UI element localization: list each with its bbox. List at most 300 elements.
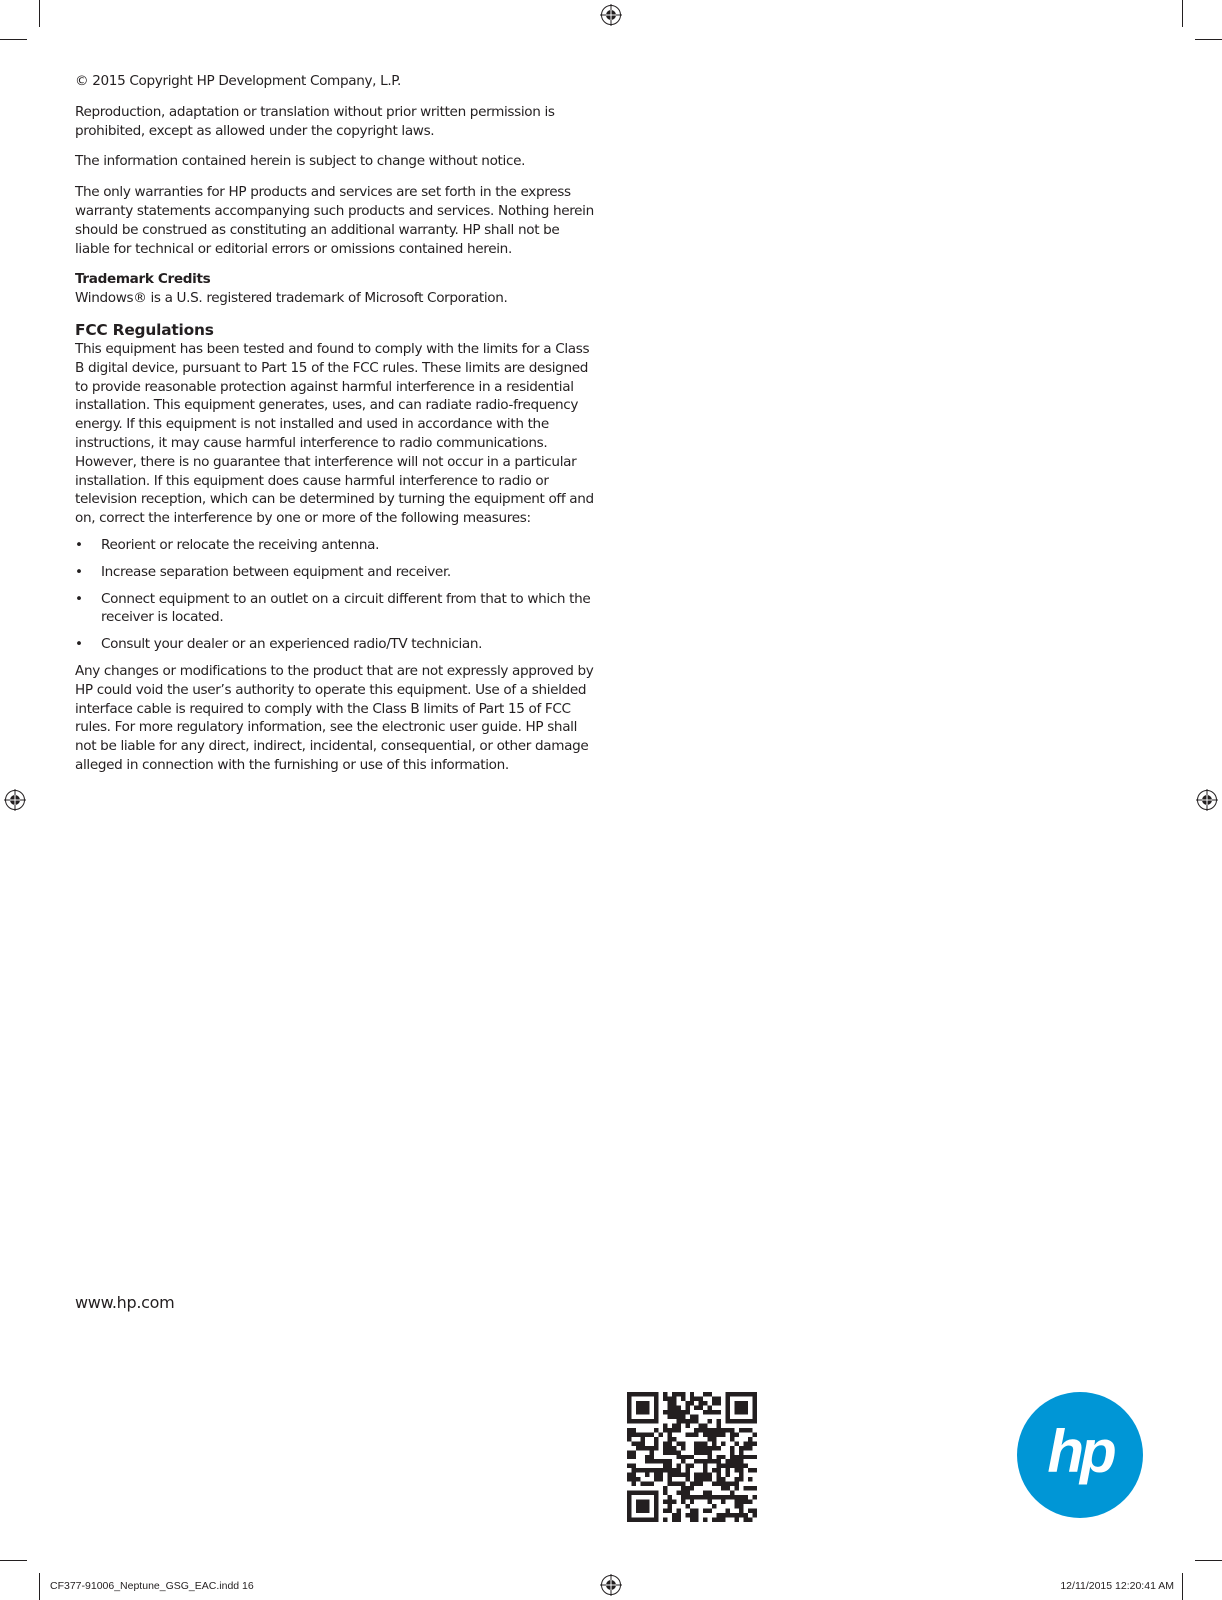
qr-module: [685, 1423, 689, 1427]
qr-module: [681, 1495, 685, 1499]
qr-module: [672, 1446, 676, 1450]
qr-module: [717, 1473, 721, 1477]
qr-module: [744, 1428, 748, 1432]
legal-text-column: [75, 72, 595, 775]
qr-module: [721, 1513, 725, 1517]
qr-module: [717, 1455, 721, 1459]
qr-module: [703, 1450, 707, 1454]
qr-module: [627, 1473, 631, 1477]
qr-module: [654, 1468, 658, 1472]
qr-module: [699, 1450, 703, 1454]
qr-module: [753, 1455, 757, 1459]
qr-module: [663, 1459, 667, 1463]
qr-module: [667, 1459, 671, 1463]
qr-module: [654, 1446, 658, 1450]
qr-module: [712, 1518, 716, 1522]
qr-module: [730, 1428, 734, 1432]
qr-module: [694, 1450, 698, 1454]
qr-module: [627, 1432, 631, 1436]
qr-module: [708, 1392, 712, 1396]
qr-module: [694, 1428, 698, 1432]
qr-module: [712, 1410, 716, 1414]
qr-module: [721, 1486, 725, 1490]
qr-module: [721, 1441, 725, 1445]
qr-module: [667, 1446, 671, 1450]
crop-mark: [1195, 1560, 1222, 1561]
qr-module: [694, 1441, 698, 1445]
qr-module: [721, 1464, 725, 1468]
qr-module: [712, 1468, 716, 1472]
qr-module: [645, 1432, 649, 1436]
qr-module: [717, 1482, 721, 1486]
qr-module: [640, 1468, 644, 1472]
qr-module: [685, 1410, 689, 1414]
qr-module: [676, 1410, 680, 1414]
qr-module: [735, 1500, 739, 1504]
qr-module: [744, 1486, 748, 1490]
qr-module: [703, 1509, 707, 1513]
qr-module: [717, 1410, 721, 1414]
qr-module: [654, 1441, 658, 1445]
qr-module: [699, 1423, 703, 1427]
qr-module: [753, 1468, 757, 1472]
qr-module: [726, 1509, 730, 1513]
qr-module: [717, 1446, 721, 1450]
qr-module: [739, 1459, 743, 1463]
qr-module: [735, 1455, 739, 1459]
qr-module: [703, 1428, 707, 1432]
qr-module: [703, 1518, 707, 1522]
qr-module: [744, 1518, 748, 1522]
bullet-icon: •: [75, 563, 83, 580]
qr-module: [672, 1513, 676, 1517]
qr-module: [708, 1491, 712, 1495]
qr-module: [631, 1477, 635, 1481]
qr-module: [667, 1468, 671, 1472]
qr-module: [685, 1513, 689, 1517]
qr-module: [726, 1473, 730, 1477]
qr-module: [649, 1468, 653, 1472]
qr-module: [636, 1468, 640, 1472]
qr-module: [721, 1428, 725, 1432]
qr-module: [685, 1486, 689, 1490]
qr-module: [690, 1509, 694, 1513]
qr-module: [703, 1410, 707, 1414]
qr-module: [667, 1441, 671, 1445]
qr-module: [726, 1486, 730, 1490]
qr-module: [730, 1446, 734, 1450]
qr-module: [681, 1410, 685, 1414]
fcc-changes-paragraph: Any changes or modifications to the product that are not expressly approved by HP could void the user’s authority to operate this equipment. Use of a shielded interface cable is required to comply with the Class B limits of Part 15 of FCC rules. For more regulatory information, see the electronic user guide. HP shall not be liable for any direct, indirect, incidental, consequential, or other damage alleged in connection with the furnishing or use of this information.: [75, 662, 594, 773]
qr-module: [748, 1455, 752, 1459]
qr-module: [721, 1482, 725, 1486]
qr-module: [699, 1459, 703, 1463]
qr-module: [726, 1513, 730, 1517]
fcc-heading: FCC Regulations: [75, 320, 214, 339]
qr-module: [753, 1495, 757, 1499]
qr-module: [690, 1401, 694, 1405]
qr-module: [685, 1405, 689, 1409]
qr-module: [690, 1392, 694, 1396]
qr-module: [717, 1428, 721, 1432]
qr-module: [649, 1455, 653, 1459]
qr-module: [739, 1495, 743, 1499]
qr-module: [676, 1464, 680, 1468]
qr-module: [717, 1432, 721, 1436]
qr-module: [748, 1428, 752, 1432]
qr-module: [699, 1495, 703, 1499]
qr-module: [735, 1477, 739, 1481]
qr-module: [739, 1468, 743, 1472]
qr-module: [640, 1441, 644, 1445]
qr-module: [708, 1410, 712, 1414]
qr-module: [654, 1477, 658, 1481]
qr-module: [726, 1459, 730, 1463]
qr-module: [744, 1513, 748, 1517]
qr-module: [703, 1468, 707, 1472]
qr-module: [690, 1518, 694, 1522]
trademark-text: Windows® is a U.S. registered trademark of Microsoft Corporation.: [75, 290, 508, 307]
qr-module: [708, 1455, 712, 1459]
qr-module: [730, 1432, 734, 1436]
qr-module: [717, 1401, 721, 1405]
qr-module: [748, 1500, 752, 1504]
qr-module: [676, 1509, 680, 1513]
qr-module: [676, 1428, 680, 1432]
qr-module: [681, 1459, 685, 1463]
qr-module: [663, 1491, 667, 1495]
qr-module: [681, 1419, 685, 1423]
qr-module: [735, 1518, 739, 1522]
crop-mark: [1195, 39, 1222, 40]
list-item: • Consult your dealer or an experienced radio/TV technician.: [75, 636, 483, 653]
qr-module: [676, 1482, 680, 1486]
slug-filename: CF377-91006_Neptune_GSG_EAC.indd 16: [50, 1580, 254, 1592]
qr-module: [703, 1401, 707, 1405]
qr-module: [708, 1446, 712, 1450]
qr-module: [631, 1428, 635, 1432]
qr-module: [654, 1428, 658, 1432]
qr-module: [735, 1441, 739, 1445]
qr-module: [703, 1464, 707, 1468]
qr-module: [658, 1473, 662, 1477]
qr-module: [726, 1482, 730, 1486]
qr-module: [627, 1437, 631, 1441]
qr-module: [640, 1432, 644, 1436]
qr-module: [717, 1477, 721, 1481]
qr-module: [699, 1473, 703, 1477]
qr-module: [667, 1482, 671, 1486]
qr-module: [667, 1495, 671, 1499]
qr-module: [753, 1441, 757, 1445]
qr-module: [663, 1464, 667, 1468]
qr-module: [667, 1509, 671, 1513]
qr-module: [739, 1428, 743, 1432]
qr-module: [690, 1455, 694, 1459]
qr-module: [694, 1419, 698, 1423]
qr-module: [717, 1396, 721, 1400]
qr-module: [676, 1473, 680, 1477]
qr-module: [649, 1432, 653, 1436]
qr-module: [672, 1482, 676, 1486]
qr-module: [676, 1392, 680, 1396]
crop-mark: [39, 1573, 40, 1600]
qr-module: [748, 1446, 752, 1450]
qr-module: [703, 1423, 707, 1427]
qr-module: [699, 1428, 703, 1432]
qr-module: [676, 1450, 680, 1454]
qr-module: [735, 1459, 739, 1463]
qr-module: [685, 1419, 689, 1423]
qr-module: [753, 1513, 757, 1517]
qr-module: [658, 1468, 662, 1472]
qr-module: [721, 1477, 725, 1481]
qr-module: [667, 1473, 671, 1477]
qr-module: [730, 1459, 734, 1463]
qr-module: [654, 1473, 658, 1477]
hp-logo: [1017, 1392, 1143, 1518]
qr-module: [645, 1468, 649, 1472]
qr-module: [672, 1405, 676, 1409]
qr-module: [739, 1455, 743, 1459]
qr-module: [753, 1432, 757, 1436]
qr-module: [627, 1477, 631, 1481]
qr-module: [753, 1486, 757, 1490]
bullet-icon: •: [75, 636, 83, 653]
qr-module: [681, 1491, 685, 1495]
qr-module: [739, 1477, 743, 1481]
list-item: • Increase separation between equipment and receiver.: [75, 563, 451, 580]
qr-module: [708, 1473, 712, 1477]
qr-module: [631, 1441, 635, 1445]
qr-module: [744, 1464, 748, 1468]
qr-module: [703, 1495, 707, 1499]
bullet-icon: •: [75, 536, 83, 553]
qr-module: [735, 1468, 739, 1472]
qr-module: [699, 1446, 703, 1450]
qr-module: [681, 1473, 685, 1477]
qr-module: [627, 1464, 631, 1468]
qr-module: [712, 1396, 716, 1400]
qr-module: [735, 1482, 739, 1486]
list-item: • Connect equipment to an outlet on a circuit different from that to which the receiver is located.: [75, 590, 591, 626]
qr-module: [672, 1500, 676, 1504]
fcc-intro-paragraph: This equipment has been tested and found to comply with the limits for a Class B digital device, pursuant to Part 15 of the FCC rules. These limits are designed to provide reasonable protection against harmful interference in a residential installation. This equipment generates, uses, and can radiate radio-frequency energy. If this equipment is not installed and used in accordance with the instructions, it may cause harmful interference to radio communications. However, there is no guarantee that interference will not occur in a particular installation. If this equipment does cause harmful interference to radio or television reception, which can be determined by turning the equipment off and on, correct the interference by one or more of the following measures:: [75, 340, 594, 527]
warranty-paragraph: The only warranties for HP products and services are set forth in the express warranty statements accompanying such products and services. Nothing herein should be construed as constituting an additional warranty. HP shall not be liable for technical or editorial errors or omissions contained herein.: [75, 184, 594, 257]
qr-module: [645, 1482, 649, 1486]
hp-logo-text: hp: [1047, 1418, 1113, 1485]
qr-module: [631, 1482, 635, 1486]
qr-module: [717, 1459, 721, 1463]
qr-module: [627, 1455, 631, 1459]
qr-module: [672, 1468, 676, 1472]
qr-module: [694, 1495, 698, 1499]
qr-module: [681, 1486, 685, 1490]
qr-module: [649, 1450, 653, 1454]
qr-module: [681, 1392, 685, 1396]
qr-module: [739, 1509, 743, 1513]
qr-module: [735, 1464, 739, 1468]
qr-module: [717, 1513, 721, 1517]
qr-module: [708, 1432, 712, 1436]
qr-module: [685, 1401, 689, 1405]
copyright-line: © 2015 Copyright HP Development Company, L.P.: [75, 73, 402, 89]
qr-module: [658, 1477, 662, 1481]
qr-module: [708, 1428, 712, 1432]
qr-module: [717, 1464, 721, 1468]
qr-module: [721, 1455, 725, 1459]
qr-module: [739, 1473, 743, 1477]
qr-module: [636, 1500, 649, 1513]
qr-module: [694, 1432, 698, 1436]
qr-module: [676, 1441, 680, 1445]
qr-module: [631, 1450, 635, 1454]
qr-module: [681, 1482, 685, 1486]
qr-module: [676, 1468, 680, 1472]
qr-module: [753, 1509, 757, 1513]
qr-module: [708, 1477, 712, 1481]
qr-module: [645, 1459, 649, 1463]
qr-module: [708, 1437, 712, 1441]
qr-module: [694, 1405, 698, 1409]
qr-module: [667, 1500, 671, 1504]
qr-module: [708, 1500, 712, 1504]
qr-module: [726, 1468, 730, 1472]
qr-module: [667, 1504, 671, 1508]
qr-module: [712, 1441, 716, 1445]
qr-module: [645, 1473, 649, 1477]
fcc-measures-list: [75, 536, 595, 654]
qr-module: [699, 1401, 703, 1405]
qr-module: [672, 1414, 676, 1418]
qr-module: [703, 1477, 707, 1481]
qr-module: [667, 1464, 671, 1468]
list-item: • Reorient or relocate the receiving antenna.: [75, 536, 380, 553]
qr-module: [672, 1518, 676, 1522]
reproduction-paragraph: Reproduction, adaptation or translation without prior written permission is prohibited, except as allowed under the copyright laws.: [75, 103, 555, 139]
qr-module: [708, 1405, 712, 1409]
qr-module: [654, 1437, 658, 1441]
qr-module: [694, 1446, 698, 1450]
qr-module: [690, 1432, 694, 1436]
qr-module: [712, 1428, 716, 1432]
qr-module: [685, 1464, 689, 1468]
qr-module: [685, 1473, 689, 1477]
qr-module: [676, 1491, 680, 1495]
qr-module: [699, 1477, 703, 1481]
qr-module: [717, 1495, 721, 1499]
qr-module: [730, 1450, 734, 1454]
qr-module: [748, 1518, 752, 1522]
qr-module: [685, 1504, 689, 1508]
qr-module: [735, 1401, 748, 1414]
qr-module: [712, 1504, 716, 1508]
qr-module: [663, 1486, 667, 1490]
qr-module: [672, 1437, 676, 1441]
qr-module: [721, 1495, 725, 1499]
qr-module: [739, 1464, 743, 1468]
qr-module: [739, 1450, 743, 1454]
qr-module: [672, 1428, 676, 1432]
qr-module: [712, 1437, 716, 1441]
qr-module: [744, 1455, 748, 1459]
qr-module: [649, 1482, 653, 1486]
qr-module: [708, 1459, 712, 1463]
qr-module: [699, 1405, 703, 1409]
qr-module: [663, 1441, 667, 1445]
qr-module: [685, 1491, 689, 1495]
qr-module: [690, 1482, 694, 1486]
qr-module: [712, 1459, 716, 1463]
qr-module: [690, 1464, 694, 1468]
qr-module: [690, 1419, 694, 1423]
qr-module: [708, 1450, 712, 1454]
qr-module: [748, 1477, 752, 1481]
qr-module: [636, 1446, 640, 1450]
bullet-icon: •: [75, 590, 83, 607]
qr-module: [703, 1459, 707, 1463]
qr-module: [672, 1401, 676, 1405]
qr-module: [721, 1432, 725, 1436]
qr-module: [672, 1410, 676, 1414]
qr-module: [667, 1401, 671, 1405]
qr-module: [640, 1482, 644, 1486]
qr-module: [667, 1410, 671, 1414]
qr-module: [730, 1482, 734, 1486]
qr-module: [663, 1446, 667, 1450]
qr-module: [739, 1446, 743, 1450]
qr-module: [730, 1513, 734, 1517]
qr-module: [694, 1482, 698, 1486]
qr-module: [663, 1423, 667, 1427]
qr-module: [690, 1486, 694, 1490]
qr-module: [658, 1459, 662, 1463]
website-link[interactable]: www.hp.com: [75, 1293, 175, 1312]
qr-module: [627, 1450, 631, 1454]
qr-module: [712, 1446, 716, 1450]
crop-mark: [0, 39, 27, 40]
qr-module: [712, 1432, 716, 1436]
qr-module: [681, 1446, 685, 1450]
qr-module: [744, 1500, 748, 1504]
qr-module: [717, 1518, 721, 1522]
qr-module: [636, 1432, 640, 1436]
qr-module: [631, 1432, 635, 1436]
qr-module: [640, 1437, 644, 1441]
qr-module: [649, 1459, 653, 1463]
qr-module: [667, 1405, 671, 1409]
qr-module: [685, 1477, 689, 1481]
qr-module: [667, 1396, 671, 1400]
qr-code-icon: [627, 1392, 757, 1522]
qr-module: [726, 1428, 730, 1432]
qr-module: [735, 1432, 739, 1436]
crop-mark: [0, 1560, 27, 1561]
registration-target-icon: [600, 1574, 622, 1596]
qr-module: [681, 1414, 685, 1418]
qr-module: [631, 1455, 635, 1459]
qr-module: [676, 1405, 680, 1409]
qr-module: [631, 1464, 635, 1468]
qr-module: [681, 1396, 685, 1400]
qr-module: [694, 1459, 698, 1463]
qr-module: [658, 1432, 662, 1436]
qr-module: [694, 1477, 698, 1481]
qr-module: [663, 1428, 667, 1432]
qr-module: [748, 1509, 752, 1513]
qr-module: [708, 1419, 712, 1423]
qr-module: [663, 1392, 667, 1396]
